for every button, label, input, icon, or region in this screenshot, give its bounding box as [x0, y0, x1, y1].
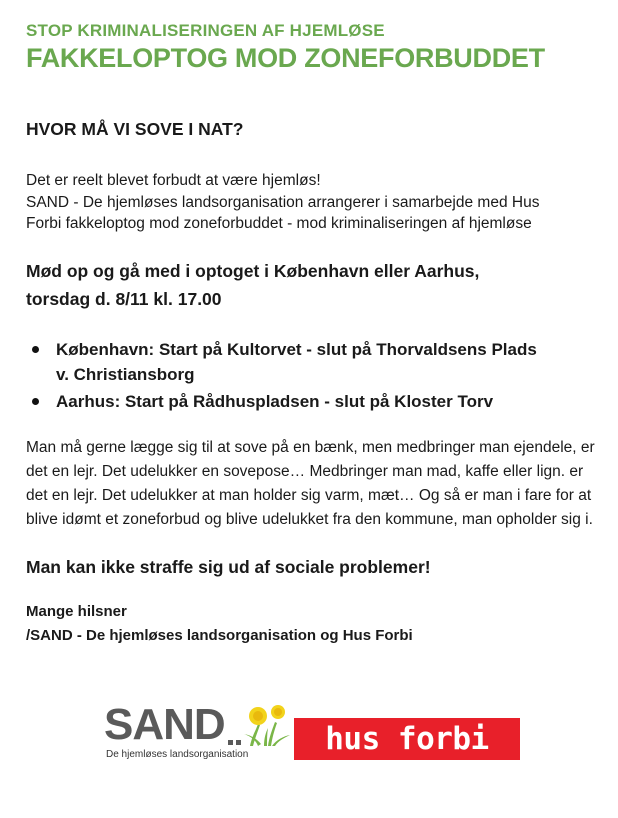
- sand-wordmark: SAND: [104, 700, 225, 749]
- signature: /SAND - De hjemløses landsorganisation og Hus Forbi: [26, 626, 413, 644]
- route-item-aarhus: [26, 389, 606, 414]
- flyer-document: [26, 20, 606, 648]
- intro-line: Forbi fakkeloptog mod zoneforbuddet - mod kriminaliseringen af hjemløse: [26, 215, 532, 232]
- route-item-copenhagen: [26, 337, 606, 387]
- meet-line: Mød op og gå med i optoget i København eller Aarhus,: [26, 260, 480, 281]
- intro-line: Det er reelt blevet forbudt at være hjemløs!: [26, 172, 321, 189]
- intro-paragraph: [26, 170, 606, 235]
- body-paragraph: Man må gerne lægge sig til at sove på en bænk, men medbringer man ejendele, er det en lejr. Det udelukker en sovepose… Medbringer man mad, kaffe eller lign. er det en lejr. Det udelukker at man holder sig varm, mæt… Og så er man i fare for at blive idømt et zoneforbud og blive udelukket fra den kommune, man opholder sig i.: [26, 438, 595, 528]
- sand-logo: [104, 700, 294, 770]
- meet-announcement: [26, 257, 606, 313]
- husforbi-logo: [294, 718, 520, 760]
- signoff: [26, 600, 606, 648]
- intro-line: SAND - De hjemløses landsorganisation arrangerer i samarbejde med Hus: [26, 193, 540, 211]
- route-text: København: Start på Kultorvet - slut på Thorvaldsens Plads: [56, 339, 537, 359]
- question-heading: HVOR MÅ VI SOVE I NAT?: [26, 119, 244, 139]
- route-text: Aarhus: Start på Rådhuspladsen - slut på Kloster Torv: [56, 391, 494, 411]
- dandelion-icon: [228, 700, 296, 748]
- meet-date: torsdag d. 8/11 kl. 17.00: [26, 288, 222, 309]
- logos-row: [104, 700, 524, 770]
- bullet-icon: [32, 398, 39, 405]
- husforbi-wordmark: hus forbi: [325, 721, 489, 757]
- route-list: [26, 337, 606, 414]
- kicker-heading: STOP KRIMINALISERINGEN AF HJEMLØSE: [26, 21, 385, 40]
- bullet-icon: [32, 346, 39, 353]
- slogan: Man kan ikke straffe sig ud af sociale problemer!: [26, 556, 431, 577]
- greeting: Mange hilsner: [26, 602, 127, 620]
- sand-subtitle: De hjemløses landsorganisation: [106, 749, 249, 760]
- main-headline: FAKKELOPTOG MOD ZONEFORBUDDET: [26, 43, 545, 73]
- route-text-continued: v. Christiansborg: [56, 364, 195, 384]
